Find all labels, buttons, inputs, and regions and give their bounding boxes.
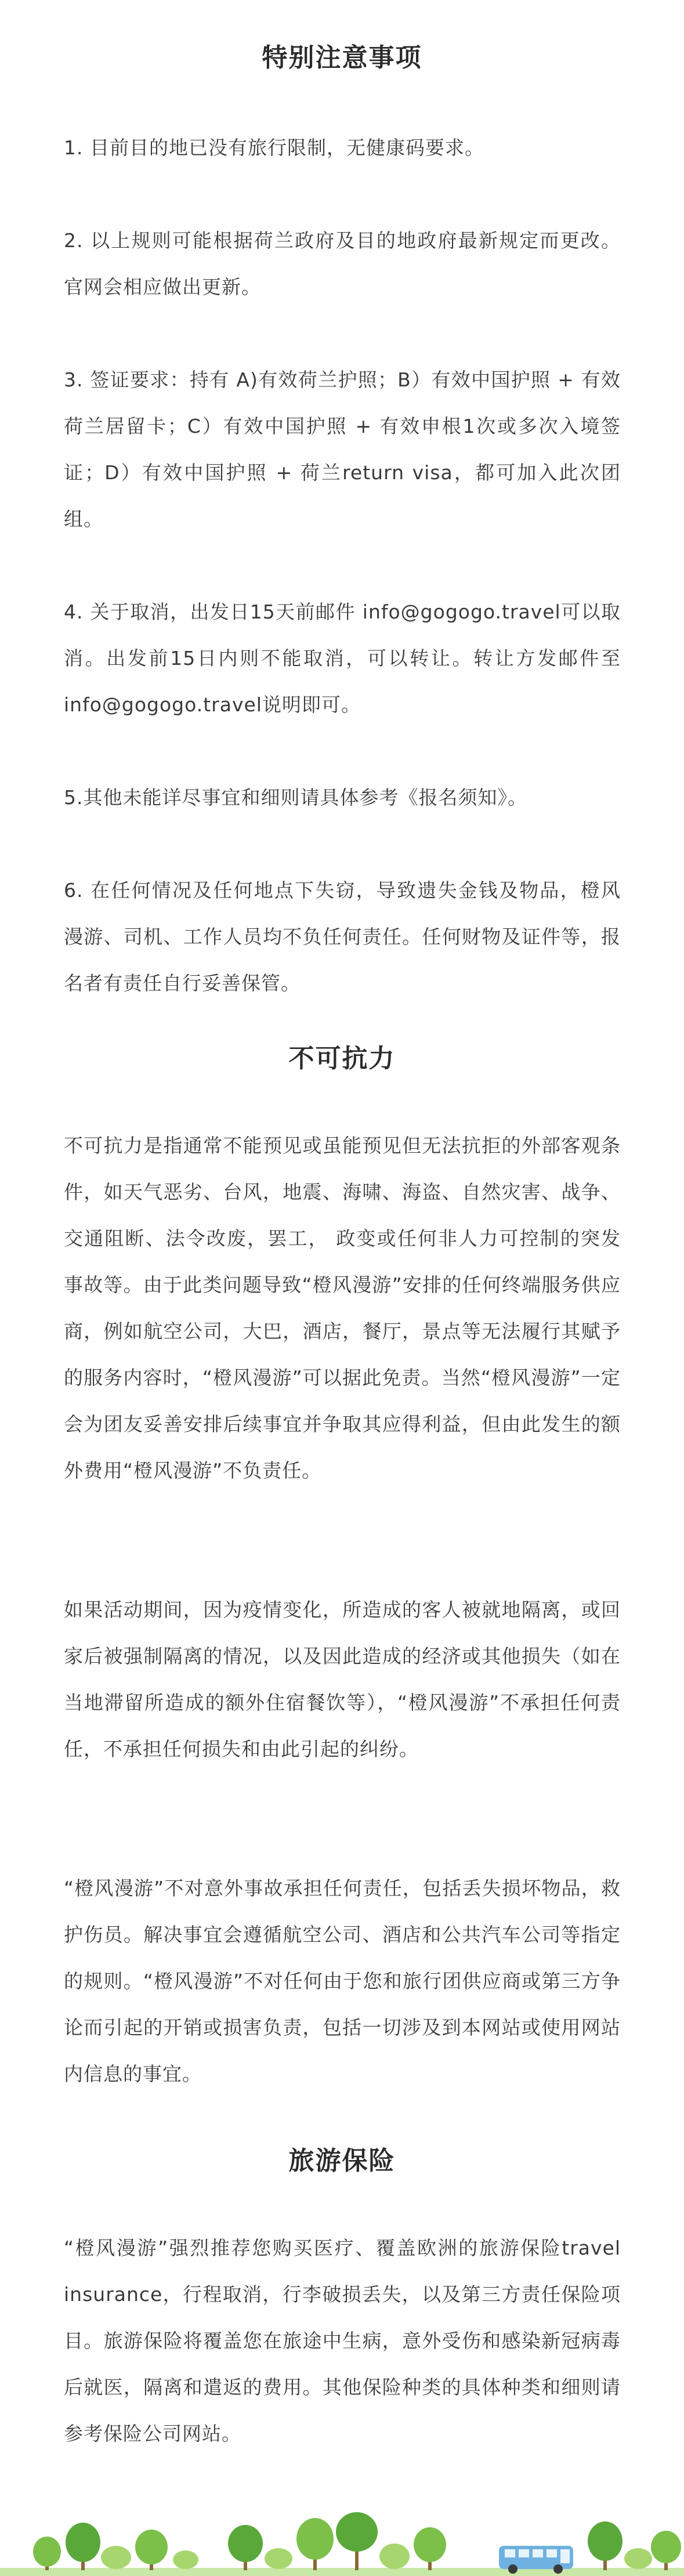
tree-group-left [33,2523,198,2570]
insurance-title: 旅游保险 [288,2146,396,2176]
notice-item-5: 5.其他未能详尽事宜和细则请具体参考《报名须知》。 [64,786,527,809]
insurance-paragraph-1: “橙风漫游”强烈推荐您购买医疗、覆盖欧洲的旅游保险travel insurance，行程取消，行李破损丢失，以及第三方责任保险项目。旅游保险将覆盖您在旅途中生病，意外受伤和感染新冠病毒后就医，隔离和遣返的费用。其他保险种类的具体种类和细则请参考保险公司网站。 [64,2237,621,2445]
force-majeure-paragraph-3: “橙风漫游”不对意外事故承担任何责任，包括丢失损坏物品，救护伤员。解决事宜会遵循航空公司、酒店和公共汽车公司等指定的规则。“橙风漫游”不对任何由于您和旅行团供应商或第三方争论而引起的开销或损害负责，包括一切涉及到本网站或使用网站内信息的事宜。 [64,1877,621,2085]
footer-landscape-illustration [0,2512,684,2576]
ground-strip [0,2568,684,2576]
notice-item-2: 2. 以上规则可能根据荷兰政府及目的地政府最新规定而更改。官网会相应做出更新。 [64,229,621,298]
notice-item-4: 4. 关于取消，出发日15天前邮件 info@gogogo.travel可以取消。出发前15日内则不能取消，可以转让。转让方发邮件至info@gogogo.travel说明即可。 [64,600,621,716]
force-majeure-title: 不可抗力 [288,1044,396,1073]
tree-group-middle [228,2512,446,2570]
tree-group-right [588,2521,681,2570]
notice-title: 特别注意事项 [262,43,422,73]
notice-item-6: 6. 在任何情况及任何地点下失窃，导致遗失金钱及物品，橙风漫游、司机、工作人员均不负任何责任。任何财物及证件等，报名者有责任自行妥善保管。 [64,879,621,994]
force-majeure-paragraph-2: 如果活动期间，因为疫情变化，所造成的客人被就地隔离，或回家后被强制隔离的情况，以及因此造成的经济或其他损失（如在当地滞留所造成的额外住宿餐饮等），“橙风漫游”不承担任何责任，不承担任何损失和由此引起的纠纷。 [64,1598,621,1760]
notice-item-3: 3. 签证要求：持有 A)有效荷兰护照；B）有效中国护照 + 有效荷兰居留卡；C）有效中国护照 + 有效申根1次或多次入境签证；D）有效中国护照 + 荷兰return visa，都可加入此次团组。 [64,368,621,530]
force-majeure-paragraph-1: 不可抗力是指通常不能预见或虽能预见但无法抗拒的外部客观条件，如天气恶劣、台风，地震、海啸、海盗、自然灾害、战争、交通阻断、法令改废，罢工， 政变或任何非人力可控制的突发事故等。由于此类问题导致“橙风漫游”安排的任何终端服务供应商，例如航空公司，大巴，酒店，餐厅，景点等无法履行其赋予的服务内容时，“橙风漫游”可以据此免责。当然“橙风漫游”一定会为团友妥善安排后续事宜并争取其应得利益，但由此发生的额外费用“橙风漫游”不负责任。 [64,1134,621,1482]
notice-item-1: 1. 目前目的地已没有旅行限制，无健康码要求。 [64,136,484,159]
